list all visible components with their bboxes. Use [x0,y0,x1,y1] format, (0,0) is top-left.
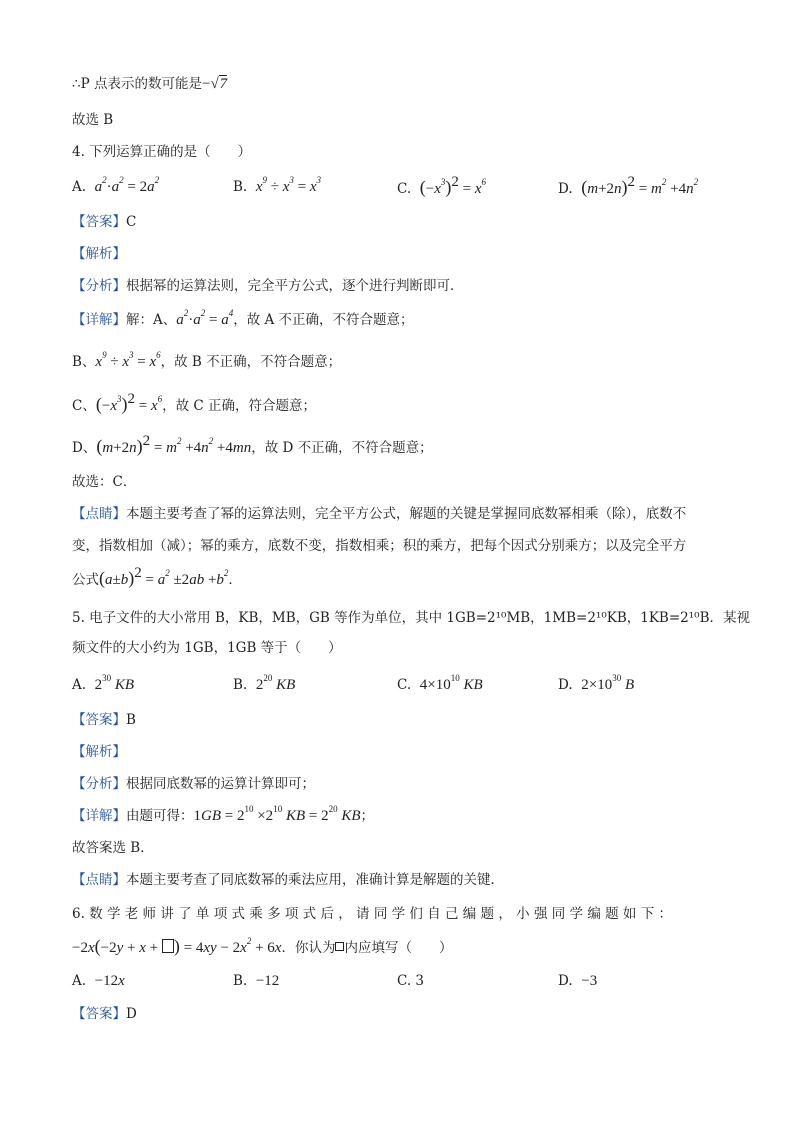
q5-jiexi-line: 【解析】 [72,744,126,760]
q4-option-b: B. $x^9 \div x^3 = x^3$ [233,175,322,195]
q5-answer: B [126,712,136,728]
q5-option-d: D. $2\times 10^{30}$ B [558,673,635,693]
conclusion-line [72,74,227,94]
conclusion-text: ∴P 点表示的数可能是 [72,76,202,92]
q4-detail-d-line: D、$(m+2n)^2 = m^2 +4n^2 +4mn$，故 D 不正确，不符合题意； [72,432,433,456]
q4-detail-b-line: B、$x^9 \div x^3 = x^6$，故 B 不正确，不符合题意； [72,350,342,370]
q5-detail-line: 【详解】由题可得：$1GB = 2^{10} \times 2^{10}$ KB = $2^{20}$ KB； [72,804,374,824]
q6-answer: D [126,1006,137,1022]
q4-jiexi-line: 【解析】 [72,246,126,262]
q6-stem-line-1: 6. 数 学 老 师 讲 了 单 项 式 乘 多 项 式 后 ， 请 同 学 们 自 己 编 题 ， 小 强 同 学 编 题 如 下 ： [72,906,672,922]
q4-option-d: D. $(m+2n)^2 = m^2 +4n^2$ [558,173,699,197]
q5-option-a: A. $2^{30}$ KB [72,673,135,693]
q4-choose-line: 故选：C． [72,474,137,490]
choose-b-line: 故选 B [72,112,114,128]
q5-option-c: C. $4\times 10^{10}$ KB [397,673,483,693]
q5-choose-line: 故答案选 B． [72,840,154,856]
q6-answer-line: 【答案】D [72,1006,137,1022]
answer-tag: 【答案】 [72,214,126,230]
q6-option-c: C. 3 [397,973,425,989]
q6-stem-line-2: −2x(−2y + x + ) = $4xy - 2x^2 + 6x$．你认为 内应填写（ ） [72,936,453,956]
q4-answer-line [72,212,136,232]
q5-analysis-line: 【分析】根据同底数幂的运算计算即可； [72,776,315,792]
q4-comment-line-3: 公式$(a\pm b)^2 = a^2 \pm 2ab +b^2$． [72,564,242,588]
q6-option-d: D. −3 [558,973,598,989]
q5-stem-line-1: 5. 电子文件的大小常用 B，KB，MB，GB 等作为单位，其中 1GB=2¹⁰MB，1MB=2¹⁰KB，1KB=2¹⁰B．某视 [72,610,750,626]
q4-option-c: C. $(-x^3)^2 = x^6$ [397,173,487,197]
q6-option-b: B. −12 [233,973,280,989]
q4-answer: C [126,214,137,230]
q4-detail-a-line: 【详解】解：A、$a^2\cdot a^2 = a^4$，故 A 不正确，不符合题意； [72,308,414,328]
q5-comment-line: 【点睛】本题主要考查了同底数幂的乘法应用，准确计算是解题的关键． [72,872,504,888]
q4-detail-c-line: C、$(-x^3)^2 = x^6$，故 C 正确，符合题意； [72,390,317,414]
q4-comment-line-1: 【点睛】本题主要考查了幂的运算法则，完全平方公式，解题的关键是掌握同底数幂相乘（除），底数不 [72,506,687,522]
q4-option-a: A. $a^2\cdot a^2 = 2a^2$ [72,175,160,195]
q5-stem-line-2: 频文件的大小约为 1GB，1GB 等于（ ） [72,640,342,656]
q5-answer-line: 【答案】B [72,712,136,728]
q4-stem: 4. 下列运算正确的是（ ） [72,144,252,160]
blank-box-icon [162,939,174,953]
q4-comment-line-2: 变，指数相加（减）；幂的乘方，底数不变，指数相乘；积的乘方，把每个因式分别乘方；以及完全平方 [72,538,687,554]
neg-sqrt7: −√7 [201,76,228,92]
q5-option-b: B. $2^{20}$ KB [233,673,296,693]
q6-option-a: A. −12x [72,973,125,989]
q4-analysis-line: 【分析】根据幂的运算法则，完全平方公式，逐个进行判断即可． [72,278,464,294]
